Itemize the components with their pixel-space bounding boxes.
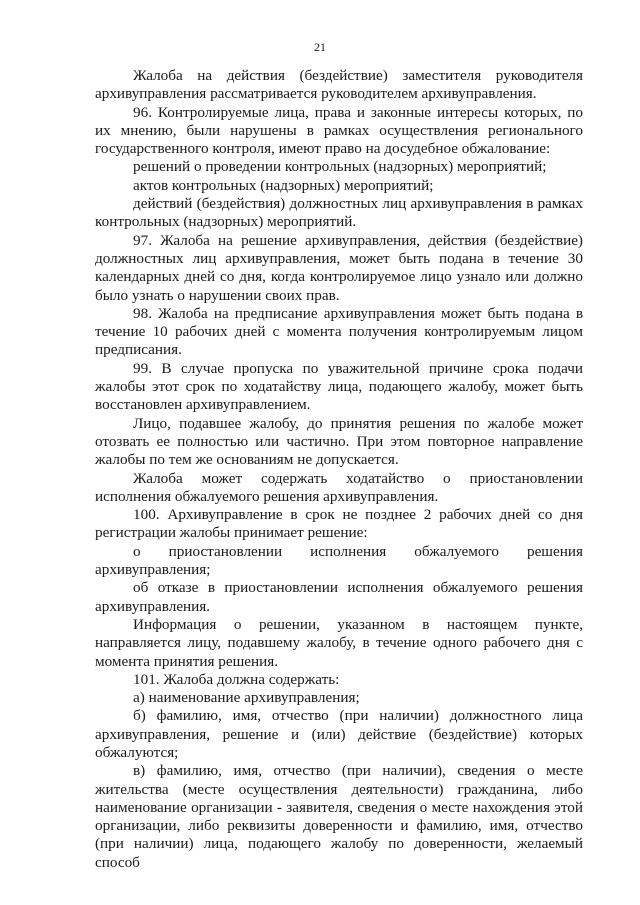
list-item-a: а) наименование архивуправления; (133, 689, 360, 707)
list-item-b: б) фамилию, имя, отчество (при наличии) должностного лица архивуправления, решение и (или) действие (бездействие) которых обжалуются; (95, 707, 583, 761)
document-body (95, 67, 583, 872)
page-number: 21 (314, 40, 326, 54)
paragraph-item-99: 99. В случае пропуска по уважительной причине срока подачи жалобы этот срок по ходатайству лица, подающего жалобу, может быть восстановлен архивуправлением. (95, 359, 583, 414)
list-item: о приостановлении исполнения обжалуемого решения архивуправления; (95, 542, 583, 579)
paragraph: Информация о решении, указанном в настоящем пункте, направляется лицу, подавшему жалобу, в течение одного рабочего дня с момента принятия решения. (95, 615, 583, 670)
paragraph-item-100: 100. Архивуправление в срок не позднее 2 рабочих дней со дня регистрации жалобы принимает решение: (95, 506, 583, 542)
paragraph: Жалоба может содержать ходатайство о приостановлении исполнения обжалуемого решения архивуправления. (95, 469, 583, 505)
paragraph-item-101: 101. Жалоба должна содержать: (133, 670, 340, 688)
list-item-v: в) фамилию, имя, отчество (при наличии), сведения о месте жительства (месте осуществления деятельности) гражданина, либо наименование организации - заявителя, сведения о месте нахождения этой организации, либо реквизиты доверенности и фамилию, имя, отчество (при наличии) лица, подающего жалобу по доверенности, желаемый способ (95, 762, 583, 871)
paragraph-item-96: 96. Контролируемые лица, права и законные интересы которых, по их мнению, были нарушены в рамках осуществления регионального государственного контроля, имеют право на досудебное обжалование: (95, 103, 583, 158)
paragraph: Жалоба на действия (бездействие) заместителя руководителя архивуправления рассматривается руководителем архивуправления. (95, 67, 583, 103)
paragraph-item-97: 97. Жалоба на решение архивуправления, действия (бездействие) должностных лиц архивуправления, может быть подана в течение 30 календарных дней со дня, когда контролируемое лицо узнало или должно было узнать о нарушении своих прав. (95, 231, 583, 304)
paragraph-item-98: 98. Жалоба на предписание архивуправления может быть подана в течение 10 рабочих дней с момента получения контролируемым лицом предписания. (95, 304, 583, 359)
paragraph: Лицо, подавшее жалобу, до принятия решения по жалобе может отозвать ее полностью или частично. При этом повторное направление жалобы по тем же основаниям не допускается. (95, 414, 583, 469)
list-item: решений о проведении контрольных (надзорных) мероприятий; (133, 158, 547, 176)
list-item: актов контрольных (надзорных) мероприятий; (133, 176, 434, 194)
list-item: действий (бездействия) должностных лиц архивуправления в рамках контрольных (надзорных) мероприятий. (95, 195, 583, 231)
list-item: об отказе в приостановлении исполнения обжалуемого решения архивуправления. (95, 579, 583, 615)
